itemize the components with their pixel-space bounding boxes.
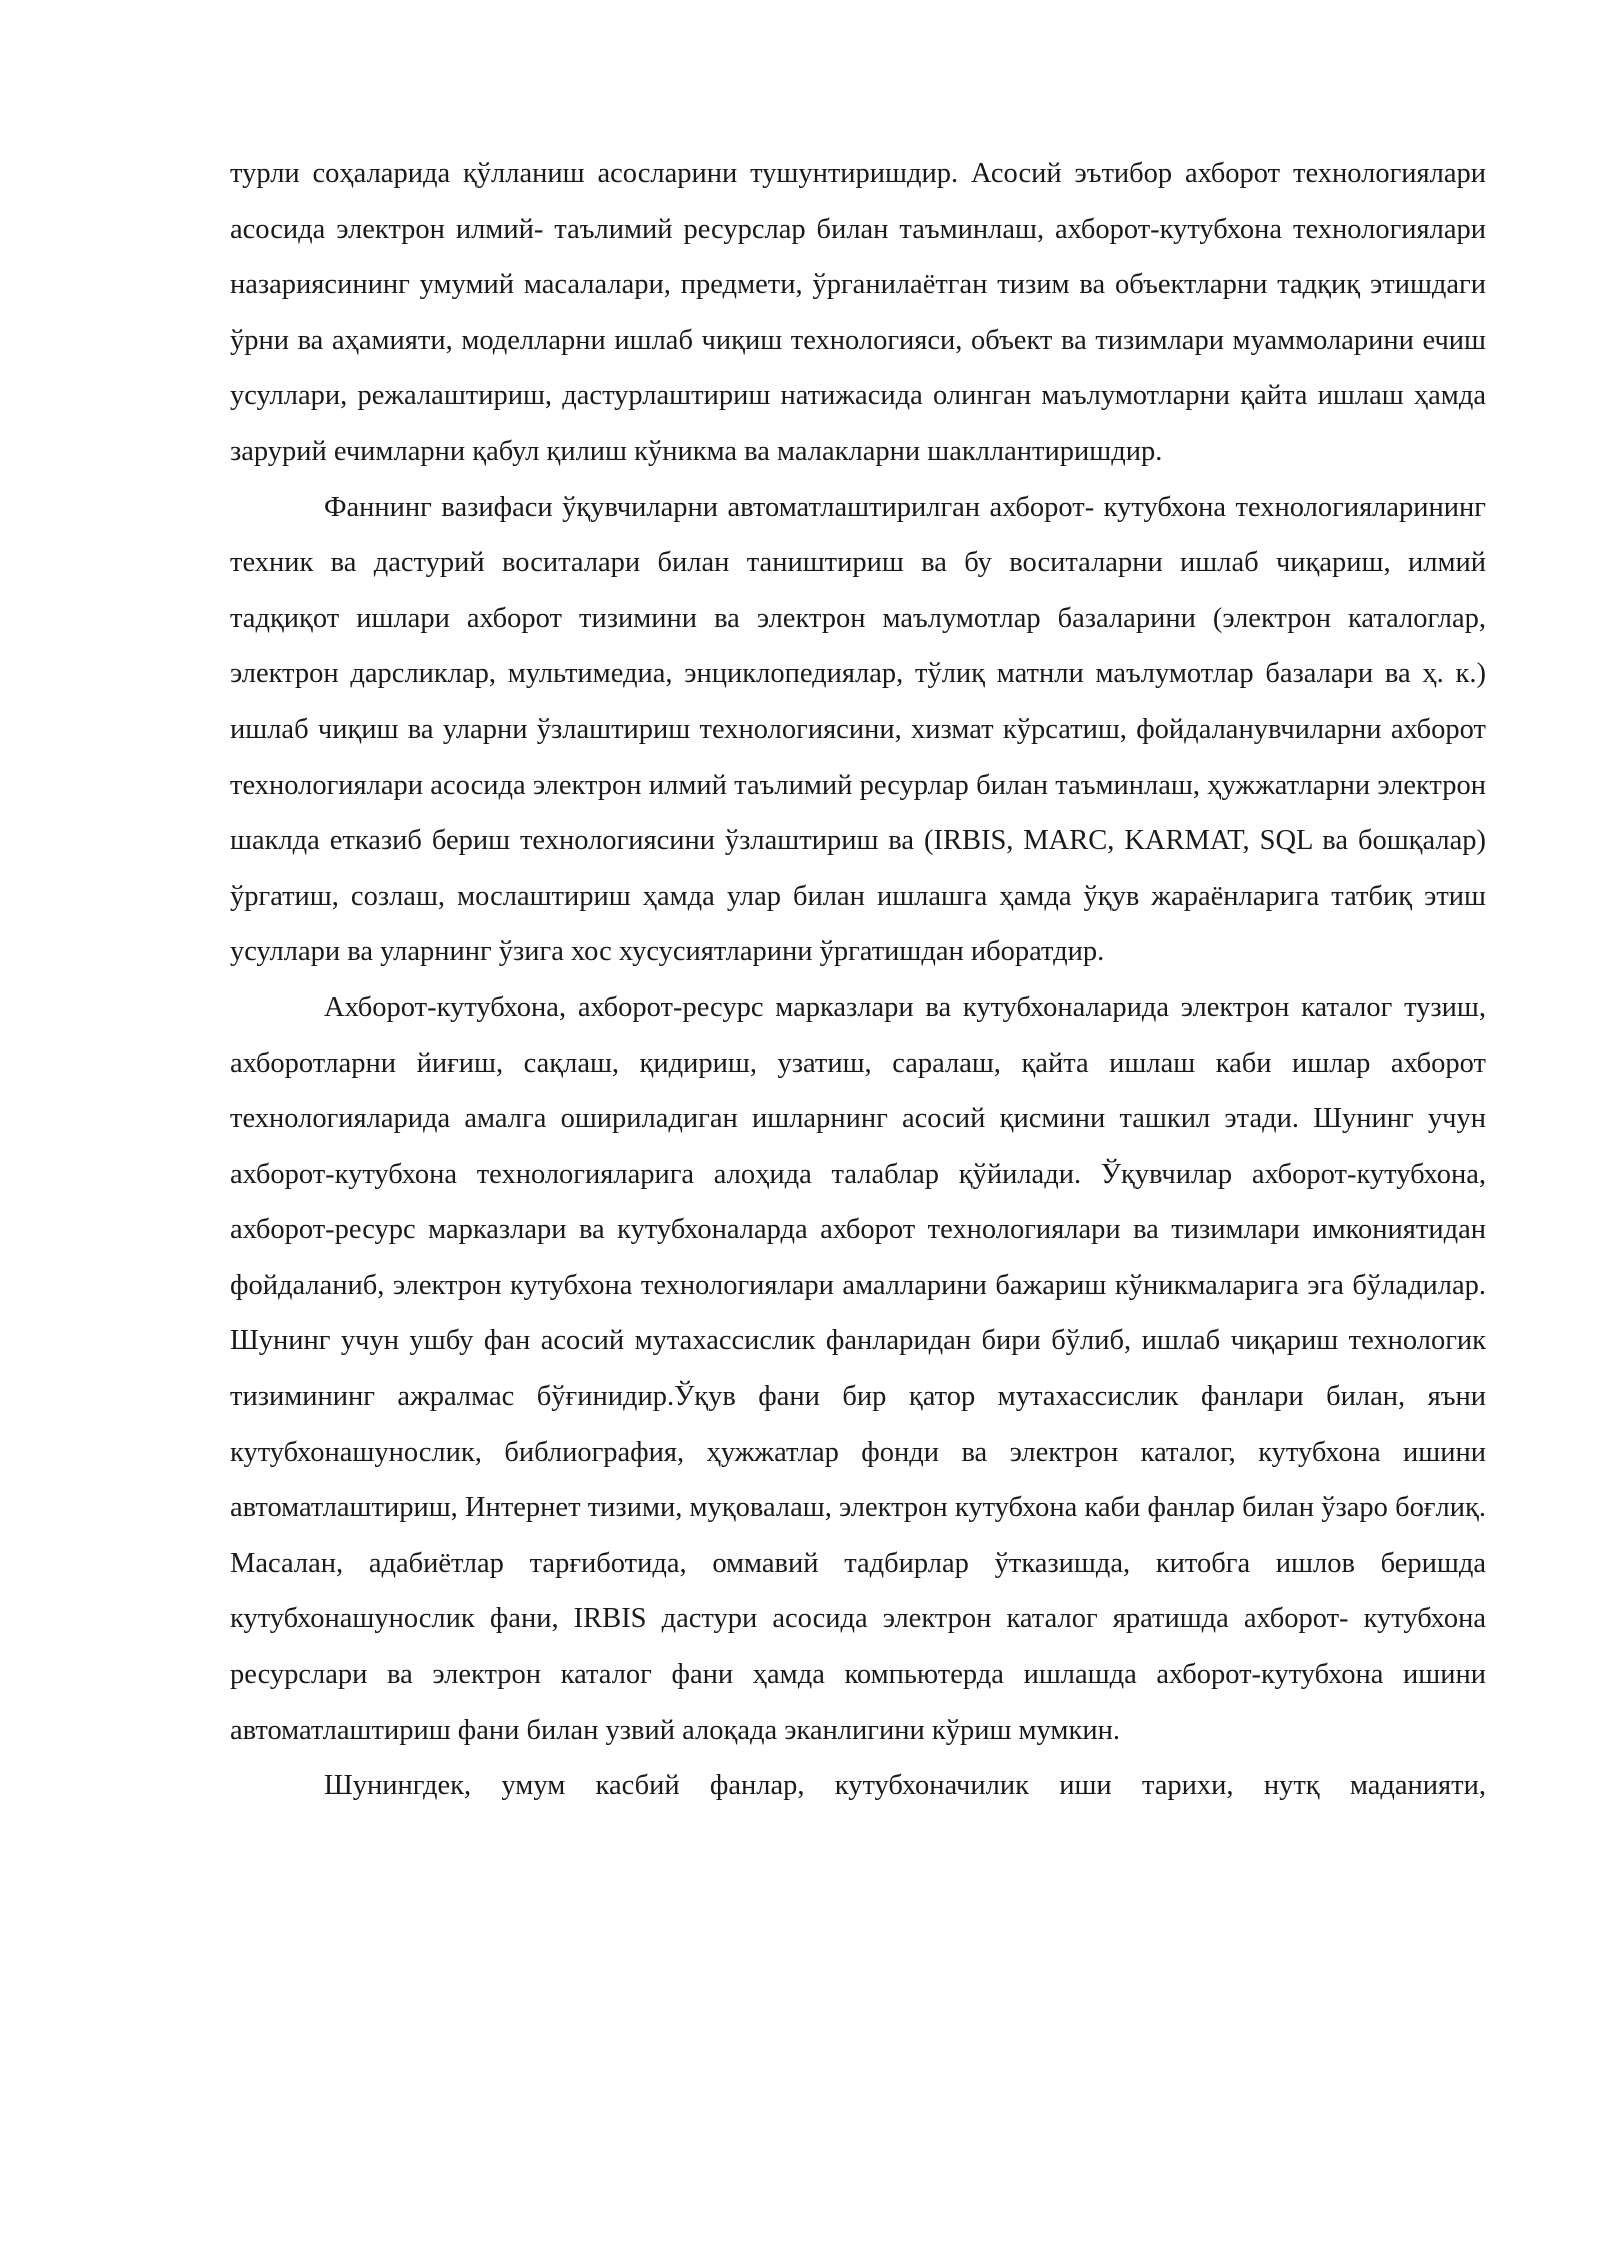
paragraph-library-technologies: Ахборот-кутубхона, ахборот-ресурс марказлари ва кутубхоналарида электрон каталог тузиш, ахборотларни йиғиш, сақлаш, қидириш, узатиш, саралаш, қайта ишлаш каби ишлар ахборот технологияларида амалга ошириладиган ишларнинг асосий қисмини ташкил этади. Шунинг учун ахборот-кутубхона технологияларига алоҳида талаблар қўйилади. Ўқувчилар ахборот-кутубхона, ахборот-ресурс марказлари ва кутубхоналарда ахборот технологиялари ва тизимлари имкониятидан фойдаланиб, электрон кутубхона технологиялари амалларини бажариш кўникмаларига эга бўладилар. Шунинг учун ушбу фан асосий мутахассислик фанларидан бири бўлиб, ишлаб чиқариш технологик тизимининг ажралмас бўғинидир.Ўқув фани бир қатор мутахассислик фанлари билан, яъни кутубхонашунослик, библиография, ҳужжатлар фонди ва электрон каталог, кутубхона ишини автоматлаштириш, Интернет тизими, муқовалаш, электрон кутубхона каби фанлар билан ўзаро боғлиқ. Масалан, адабиётлар тарғиботида, оммавий тадбирлар ўтказишда, китобга ишлов беришда кутубхонашунослик фани, IRBIS дастури асосида электрон каталог яратишда ахборот- кутубхона ресурслари ва электрон каталог фани ҳамда компьютерда ишлашда ахборот-кутубхона ишини автоматлаштириш фани билан узвий алоқада эканлигини кўриш мумкин. (230, 991, 1486, 1746)
paragraph-related-subjects: Шунингдек, умум касбий фанлар, кутубхоначилик иши тарихи, нутқ маданияти, (324, 1770, 1486, 1802)
body-text (230, 146, 1486, 1814)
paragraph-course-tasks: Фаннинг вазифаси ўқувчиларни автоматлаштирилган ахборот- кутубхона технологияларининг техник ва дастурий воситалари билан таништириш ва бу воситаларни ишлаб чиқариш, илмий тадқиқот ишлари ахборот тизимини ва электрон маълумотлар базаларини (электрон каталоглар, электрон дарсликлар, мультимедиа, энциклопедиялар, тўлиқ матнли маълумотлар базалари ва ҳ. к.) ишлаб чиқиш ва уларни ўзлаштириш технологиясини, хизмат кўрсатиш, фойдаланувчиларни ахборот технологиялари асосида электрон илмий таълимий ресурлар билан таъминлаш, ҳужжатларни электрон шаклда етказиб бериш технологиясини ўзлаштириш ва (IRBIS, MARC, KARMAT, SQL ва бошқалар) ўргатиш, созлаш, мослаштириш ҳамда улар билан ишлашга ҳамда ўқув жараёнларига татбиқ этиш усуллари ва уларнинг ўзига хос хусусиятларини ўргатишдан иборатдир. (230, 491, 1486, 968)
paragraph-continued: турли соҳаларида қўлланиш асосларини тушунтиришдир. Асосий эътибор ахборот технологиялари асосида электрон илмий- таълимий ресурслар билан таъминлаш, ахборот-кутубхона технологиялари назариясининг умумий масалалари, предмети, ўрганилаётган тизим ва объектларни тадқиқ этишдаги ўрни ва аҳамияти, моделларни ишлаб чиқиш технологияси, объект ва тизимлари муаммоларини ечиш усуллари, режалаштириш, дастурлаштириш натижасида олинган маълумотларни қайта ишлаш ҳамда зарурий ечимларни қабул қилиш кўникма ва малакларни шакллантиришдир. (230, 158, 1486, 467)
